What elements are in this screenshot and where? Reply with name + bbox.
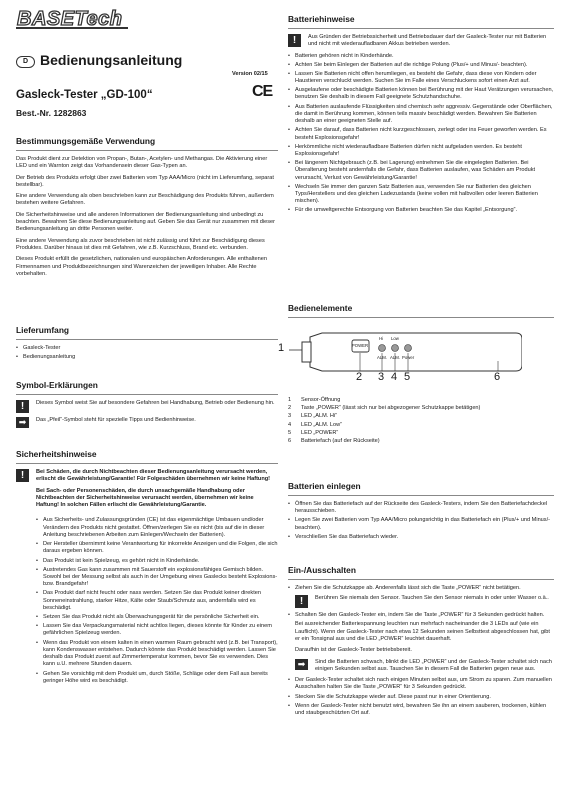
list-item: • Batterien gehören nicht in Kinderhände.: [288, 53, 554, 60]
brand-logo: [16, 7, 136, 31]
version-label: Version 02/15: [232, 71, 268, 77]
paragraph: Der Betrieb des Produkts erfolgt über zwei Batterien vom Typ AAA/Micro (nicht im Lieferumfang, separat bestellbar).: [16, 174, 274, 188]
warning-icon: !: [16, 469, 29, 482]
paragraph: Daraufhin ist der Gasleck-Tester betriebsbereit.: [295, 647, 412, 654]
device-diagram: [278, 325, 522, 387]
list-item: • Legen Sie zwei Batterien vom Typ AAA/Micro polungsrichtig in das Batteriefach ein (Plus/+ und Minus/- beachten).: [288, 517, 554, 532]
led-hi-label: ALM.: [377, 355, 388, 360]
paragraph: Die Sicherheitshinweise und alle anderen Informationen der Bedienungsanleitung sind unbedingt zu beachten. Bewahren Sie diese Bedienungsanleitung auf. Geben Sie das Gerät nur zusammen mit dieser Bedienungsanleitung an dritte Personen weiter.: [16, 211, 276, 233]
arrow-icon: ➡: [16, 417, 29, 428]
list-item: • Lassen Sie das Verpackungsmaterial nicht achtlos liegen, dieses könnte für Kinder zu einem gefährlichen Spielzeug werden.: [36, 623, 278, 638]
list-item: • Stecken Sie die Schutzkappe wieder auf. Diese passt nur in einer Orientierung.: [288, 694, 554, 701]
legend-row: 4 LED „ALM. Low“: [288, 421, 343, 428]
list-item: • Herkömmliche nicht wiederaufladbare Batterien dürfen nicht aufgeladen werden. Es besteht Explosionsgefahr!: [288, 144, 554, 159]
onoff-tip-text: Sind die Batterien schwach, blinkt die LED „POWER“ und der Gasleck-Tester schaltet sich nach einigen Sekunden selbst aus. Tauschen Sie in diesem Fall die Batterien gegen neue aus.: [315, 658, 552, 672]
svg-text:BASETech: BASETech: [17, 8, 123, 30]
lang-badge: D: [16, 56, 35, 68]
page-title: Bedienungsanleitung: [40, 52, 183, 68]
paragraph: Eine andere Verwendung als zuvor beschrieben ist nicht zulässig und führt zur Beschädigung dieses Produktes. Darüber hinaus ist dies mit Gefahren, wie z.B. Kurzschluss, Brand etc. verbunden.: [16, 237, 265, 251]
onoff-warning-text: Berühren Sie niemals den Sensor. Tauchen Sie den Sensor niemals in oder unter Wasser o.ä..: [315, 595, 549, 602]
callout-2: 2: [356, 371, 363, 383]
warning-icon: !: [288, 34, 301, 47]
legend-row: 6 Batteriefach (auf der Rückseite): [288, 438, 380, 445]
order-number: Best.-Nr. 1282863: [16, 108, 87, 118]
battery-warning-row: [288, 34, 554, 49]
legend-row: 1 Sensor-Öffnung: [288, 397, 341, 403]
paragraph: Das Produkt dient zur Detektion von Propan-, Butan-, Acetylen- und Methangas. Die Aktivierung einer LED und ein Warnton zeigt das Vorhandensein dieser Gas-Typen an.: [16, 156, 268, 170]
list-item: • Wenn der Gasleck-Tester nicht benutzt wird, bewahren Sie ihn an einem sauberen, trockenen, kühlen und staubgeschützten Ort auf.: [288, 703, 554, 718]
symbol-arrow-row: [16, 417, 278, 428]
battery-warning-text: Aus Gründen der Betriebssicherheit und Betriebsdauer darf der Gasleck-Tester nur mit Batterien und nicht mit wiederaufladbaren Akkus betrieben werden.: [308, 34, 547, 48]
warning-icon: !: [16, 400, 29, 413]
callout-1: 1: [278, 342, 285, 354]
heading-battery-notes: Batteriehinweise: [288, 14, 554, 29]
hi-label: Hi: [379, 336, 384, 341]
onoff-tip-row: [295, 659, 554, 674]
heading-safety: Sicherheitshinweise: [16, 449, 278, 464]
list-item: • Schalten Sie den Gasleck-Tester ein, indem Sie die Taste „POWER“ für 3 Sekunden gedrückt halten.: [288, 612, 554, 619]
list-item: • Bedienungsanleitung: [16, 354, 278, 361]
symbol-arrow-text: Das „Pfeil“-Symbol steht für spezielle Tipps und Bedienhinweise.: [36, 417, 196, 423]
arrow-icon: ➡: [295, 659, 308, 670]
list-item: • Ziehen Sie die Schutzkappe ab. Anderenfalls lässt sich die Taste „POWER“ nicht betätigen.: [288, 585, 554, 592]
list-item: • Gasleck-Tester: [16, 345, 278, 352]
list-item: • Achten Sie darauf, dass Batterien nicht kurzgeschlossen, zerlegt oder ins Feuer geworfen werden. Es besteht Explosionsgefahr!: [288, 127, 554, 142]
legend-row: 2 Taste „POWER“ (lässt sich nur bei abgezogener Schutzkappe betätigen): [288, 405, 481, 412]
paragraph: Dieses Produkt erfüllt die gesetzlichen, nationalen und europäischen Anforderungen. Alle enthaltenen Firmennamen und Produktbezeichnungen sind Warenzeichen der jeweiligen Inhaber. Alle Rechte vorbehalten.: [16, 256, 267, 277]
list-item: • Öffnen Sie das Batteriefach auf der Rückseite des Gasleck-Testers, indem Sie den Batteriefachdeckel herausschieben.: [288, 501, 554, 516]
warning-icon: !: [295, 595, 308, 608]
power-button-label: POWER: [351, 343, 369, 348]
list-item: • Setzen Sie das Produkt nicht als Überwachungsgerät für die persönliche Sicherheit ein.: [36, 614, 278, 621]
controls-legend: [288, 396, 554, 445]
safety-bold-text: Bei Sach- oder Personenschäden, die durch unsachgemäße Handhabung oder Nichtbeachten der Sicherheitshinweise verursacht werden, übernehmen wir keine Haftung! In solchen Fällen erlischt die Gewährleistung/Garantie.: [36, 487, 254, 509]
safety-warning-block: [16, 469, 278, 513]
list-item: • Ausgelaufene oder beschädigte Batterien können bei Berührung mit der Haut Verätzungen verursachen, benutzen Sie deshalb in diesem Fall geeignete Schutzhandschuhe.: [288, 87, 554, 102]
legend-row: 5 LED „POWER“: [288, 429, 339, 436]
ce-mark: CE: [252, 83, 273, 100]
list-item: • Das Produkt darf nicht feucht oder nass werden. Setzen Sie das Produkt keiner direkten Sonneneinstrahlung, starker Hitze, Kälte oder Staub/Schmutz aus, andernfalls wird es beschädigt.: [36, 590, 278, 612]
onoff-warning-row: [295, 595, 554, 608]
symbol-warning-text: Dieses Symbol weist Sie auf besondere Gefahren bei Handhabung, Betrieb oder Bedienung hin.: [36, 400, 275, 406]
paragraph: Eine andere Verwendung als oben beschrieben kann zur Beschädigung des Produkts führen, außerdem bestehen weitere Gefahren.: [16, 193, 274, 207]
legend-row: 3 LED „ALM. Hi“: [288, 413, 338, 420]
led-low-label: ALM.: [390, 355, 401, 360]
heading-scope-of-delivery: Lieferumfang: [16, 325, 278, 340]
list-item: • Verschließen Sie das Batteriefach wieder.: [288, 534, 554, 541]
heading-symbols: Symbol-Erklärungen: [16, 380, 278, 395]
led-power-label: Power: [402, 355, 415, 360]
product-name: Gasleck-Tester „GD-100“: [16, 89, 153, 101]
heading-insert-batteries: Batterien einlegen: [288, 481, 554, 496]
list-item: • Aus Sicherheits- und Zulassungsgründen (CE) ist das eigenmächtige Umbauen und/oder Verändern des Produkts nicht gestattet. Öffnen/zerlegen Sie es nicht (bis auf die in dieser Anleitung beschriebenen Arbeiten zum Einlegen/Wechseln der Batterien).: [36, 517, 278, 539]
safety-bold-text: Bei Schäden, die durch Nichtbeachten dieser Bedienungsanleitung verursacht werden, erlischt die Gewährleistung/Garantie! Für Folgeschäden übernehmen wir keine Haftung!: [36, 469, 271, 483]
list-item: • Lassen Sie Batterien nicht offen herumliegen, es besteht die Gefahr, dass diese von Kindern oder Haustieren verschluckt werden. Suchen Sie im Falle eines Verschluckens sofort einen Arzt auf.: [288, 71, 554, 86]
callout-3: 3: [378, 371, 385, 383]
paragraph: Bei ausreichender Batteriespannung leuchten nun mehrfach nacheinander die 3 LEDs auf (wie ein Lauflicht). Wenn der Gasleck-Tester nach etwa 12 Sekunden seinen Selbsttest abgeschlossen hat, gibt er ein Tonsignal aus und die LED „POWER“ leuchtet dauerhaft.: [295, 621, 550, 642]
list-item: • Wechseln Sie immer den ganzen Satz Batterien aus, verwenden Sie nur Batterien des gleichen Typs/Herstellers und des gleichen Ladezustands (keine vollen mit halbvollen oder leeren Batterien mischen).: [288, 184, 554, 206]
list-item: • Der Gasleck-Tester schaltet sich nach einigen Minuten selbst aus, um Strom zu sparen. Zum manuellen Ausschalten halten Sie die Taste „POWER“ für 3 Sekunden gedrückt.: [288, 677, 554, 692]
callout-6: 6: [494, 371, 501, 383]
list-item: • Gehen Sie vorsichtig mit dem Produkt um, durch Stöße, Schläge oder dem Fall aus bereits geringer Höhe wird es beschädigt.: [36, 671, 278, 686]
list-item: • Wenn das Produkt von einem kalten in einen warmen Raum gebracht wird (z.B. bei Transport), kann Kondenswasser entstehen. Dadurch könnte das Produkt beschädigt werden. Lassen Sie deshalb das Produkt zuerst auf Zimmertemperatur kommen, bevor Sie es verwenden. Dies kann u.U. mehrere Stunden dauern.: [36, 640, 278, 669]
heading-intended-use: Bestimmungsgemäße Verwendung: [16, 136, 278, 151]
heading-on-off: Ein-/Ausschalten: [288, 565, 554, 580]
list-item: • Austretendes Gas kann zusammen mit Sauerstoff ein explosionsfähiges Gemisch bilden. Sowohl bei der Messung selbst als auch in der Umgebung eines Gaslecks besteht Explosions- bzw. Brandgefahr!: [36, 567, 278, 589]
heading-controls: Bedienelemente: [288, 303, 554, 318]
callout-4: 4: [391, 371, 398, 383]
low-label: Low: [391, 336, 399, 341]
callout-5: 5: [404, 371, 411, 383]
list-item: • Bei längerem Nichtgebrauch (z.B. bei Lagerung) entnehmen Sie die eingelegten Batterien. Bei Überalterung besteht andernfalls die Gefahr, dass Batterien auslaufen, was Schäden am Produkt verursacht, Verlust von Gewährleistung/Garantie!: [288, 160, 554, 182]
list-item: • Achten Sie beim Einlegen der Batterien auf die richtige Polung (Plus/+ und Minus/- beachten).: [288, 62, 554, 69]
list-item: • Das Produkt ist kein Spielzeug, es gehört nicht in Kinderhände.: [36, 558, 278, 565]
list-item: • Der Hersteller übernimmt keine Verantwortung für inkorrekte Anzeigen und die Folgen, die sich daraus ergeben können.: [36, 541, 278, 556]
list-item: • Aus Batterien auslaufende Flüssigkeiten sind chemisch sehr aggressiv. Gegenstände oder Oberflächen, die damit in Berührung kommen, können teils massiv beschädigt werden. Bewahren Sie Batterien deshalb an einer geeigneten Stelle auf.: [288, 104, 554, 126]
symbol-warning-row: [16, 400, 278, 413]
list-item: • Für die umweltgerechte Entsorgung von Batterien beachten Sie das Kapitel „Entsorgung“.: [288, 207, 554, 214]
